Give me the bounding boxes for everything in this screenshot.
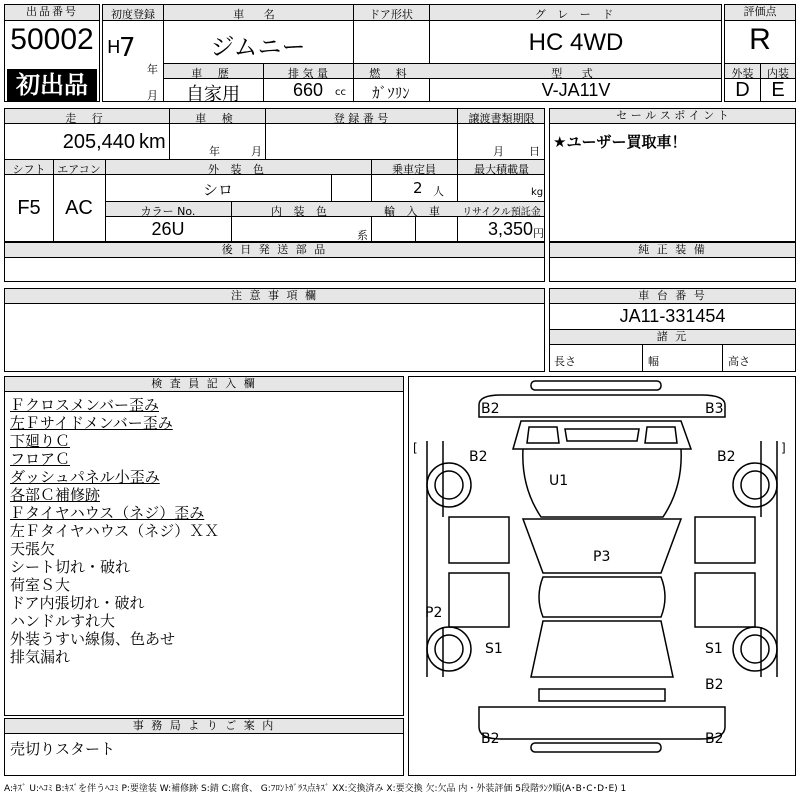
car-name: ジムニー: [210, 33, 306, 61]
recycle-label: リサイクル預託金: [462, 207, 541, 218]
first-listing-badge: 初出品: [7, 69, 97, 101]
chassis-number: JA11-331454: [619, 306, 726, 326]
recycle-value: 3,350: [487, 219, 533, 239]
chassis-box: [549, 288, 796, 372]
spec-table: [4, 108, 545, 242]
mark-left-door: P2: [425, 605, 443, 621]
lot-number: 50002: [10, 23, 94, 56]
first-reg-month-unit: 月: [147, 89, 158, 102]
inspector-label: 検 査 員 記 入 欄: [5, 377, 403, 392]
first-reg-era: H: [107, 37, 121, 58]
lot-number-label: 出品番号: [5, 5, 99, 21]
capacity-value: 2: [413, 179, 423, 197]
ext-color-label: 外 装 色: [208, 163, 268, 176]
inspector-note: 荷室Ｓ大: [10, 576, 71, 594]
inspector-note: ドア内張切れ・破れ: [10, 594, 145, 612]
mark-front-right: B3: [705, 401, 724, 417]
shift-label: シフト: [12, 163, 46, 176]
inspector-note: 下廻りＣ: [10, 432, 71, 450]
history-label: 車 歴: [191, 67, 235, 80]
inspector-note: 左Ｆタイヤハウス（ネジ）ＸＸ: [10, 522, 220, 540]
bracket-left: [: [413, 441, 418, 455]
car-outline-drawing: [409, 377, 795, 775]
score-label: 評価点: [725, 5, 795, 21]
mark-roof: P3: [593, 549, 611, 565]
later-parts-label: 後 日 発 送 部 品: [5, 243, 544, 258]
chassis-label: 車 台 番 号: [550, 289, 795, 304]
height-label: 高さ: [728, 355, 750, 368]
later-parts-box: [4, 242, 545, 282]
grade-value: HC 4WD: [528, 29, 624, 56]
interior-grade-label: 内装: [767, 67, 789, 80]
capacity-unit: 人: [433, 185, 444, 198]
mark-rear-left: B2: [481, 731, 500, 747]
car-name-label: 車 名: [233, 8, 283, 21]
history-value: 自家用: [186, 84, 240, 105]
sales-point-text: ★ユーザー買取車！: [553, 133, 687, 151]
inspector-box: [4, 376, 404, 716]
reg-no-label: 登 録 番 号: [333, 112, 389, 125]
inspection-year-unit: 年: [209, 145, 220, 158]
exterior-grade-label: 外装: [731, 67, 754, 80]
inspector-note: ハンドルすれ大: [10, 612, 116, 630]
lot-box: [4, 4, 100, 102]
inspector-note: 天張欠: [10, 540, 56, 558]
inspection-label: 車 検: [195, 112, 239, 125]
inspector-note: Ｆクロスメンバー歪み: [10, 396, 159, 414]
legend: A:ｷｽﾞ U:ﾍｺﾐ B:ｷｽﾞを伴うﾍｺﾐ P:要塗装 W:補修跡 S:錆 C:腐食、 G:ﾌﾛﾝﾄｶﾞﾗｽ点ｷｽﾞ XX:交換済み X:要交換 欠:欠品 内・外装評価 5段階ﾗﾝｸ順(A･B･C･D･E) 1: [4, 784, 627, 794]
mileage-value: 205,440: [62, 131, 135, 153]
fuel-value: ｶﾞｿﾘﾝ: [372, 84, 410, 102]
exterior-grade: D: [735, 79, 750, 101]
ext-color-value: シロ: [202, 181, 233, 199]
displacement-label: 排 気 量: [288, 67, 328, 80]
displacement-value: 660: [293, 80, 324, 100]
width-label: 幅: [648, 355, 659, 368]
mileage-unit: km: [139, 131, 166, 153]
model-label: 型 式: [551, 67, 601, 80]
color-no-label: カラー No.: [140, 205, 196, 218]
inspector-note: 外装うすい線傷、色あせ: [10, 630, 176, 648]
model-value: V-JA11V: [541, 80, 611, 100]
inspector-note: ダッシュパネル小歪み: [10, 468, 160, 486]
mark-front-left: B2: [481, 401, 500, 417]
inspector-note: 左Ｆサイドメンバー歪み: [10, 414, 173, 432]
grade-label: グ レ ー ド: [534, 8, 618, 21]
main-info-table: [102, 4, 722, 105]
recycle-unit: 円: [533, 227, 544, 240]
sales-point-label: セ ー ル ス ポ イ ン ト: [550, 109, 795, 124]
transfer-doc-label: 譲渡書類期限: [468, 112, 535, 125]
genuine-label: 純 正 装 備: [550, 243, 795, 258]
fuel-label: 燃 料: [369, 67, 413, 80]
inspector-note: 排気漏れ: [10, 648, 71, 666]
inspector-note: シート切れ・破れ: [10, 558, 131, 576]
dims-label: 諸 元: [550, 330, 795, 345]
car-diagram: [408, 376, 796, 776]
displacement-unit: cc: [335, 87, 346, 98]
inspector-note: フロアＣ: [10, 450, 71, 468]
int-color-unit: 系: [357, 229, 368, 242]
office-label: 事 務 局 よ り ご 案 内: [5, 719, 403, 734]
mark-right-rear: S1: [705, 641, 723, 657]
import-label: 輸 入 車: [384, 205, 444, 218]
capacity-label: 乗車定員: [392, 163, 436, 176]
transfer-day-unit: 日: [529, 145, 540, 158]
office-message: 売切りスタート: [10, 740, 116, 758]
inspector-note: 各部Ｃ補修跡: [10, 486, 101, 504]
color-no-value: 26U: [151, 219, 185, 239]
mark-left-fender: B2: [469, 449, 488, 465]
aircon-value: AC: [65, 197, 93, 219]
int-color-label: 内 装 色: [271, 205, 331, 218]
inspector-notes-list: [10, 396, 399, 666]
first-reg-year-unit: 年: [147, 63, 158, 76]
shift-value: F5: [17, 197, 41, 219]
mark-left-rear: S1: [485, 641, 503, 657]
mark-right-fender: B2: [717, 449, 736, 465]
first-reg-label: 初度登録: [111, 8, 155, 21]
mark-rear-right: B2: [705, 731, 724, 747]
caution-label: 注 意 事 項 欄: [5, 289, 544, 304]
mark-right-quarter: B2: [705, 677, 724, 693]
sales-point-box: [549, 108, 796, 242]
genuine-box: [549, 242, 796, 282]
aircon-label: エアコン: [57, 163, 101, 176]
mileage-label: 走 行: [65, 112, 109, 125]
office-box: [4, 718, 404, 776]
interior-grade: E: [771, 79, 785, 101]
first-reg-year: 7: [119, 33, 136, 63]
door-label: ドア形状: [369, 8, 413, 21]
max-load-unit: kg: [531, 187, 544, 198]
bracket-right: ]: [781, 441, 786, 455]
transfer-month-unit: 月: [493, 145, 504, 158]
inspector-note: Ｆタイヤハウス（ネジ）歪み: [10, 504, 205, 522]
score-box: [724, 4, 796, 102]
mark-hood: U1: [549, 473, 569, 489]
score-value: R: [749, 23, 771, 56]
inspection-month-unit: 月: [251, 145, 262, 158]
length-label: 長さ: [554, 355, 576, 368]
max-load-label: 最大積載量: [474, 163, 529, 176]
caution-box: [4, 288, 545, 372]
